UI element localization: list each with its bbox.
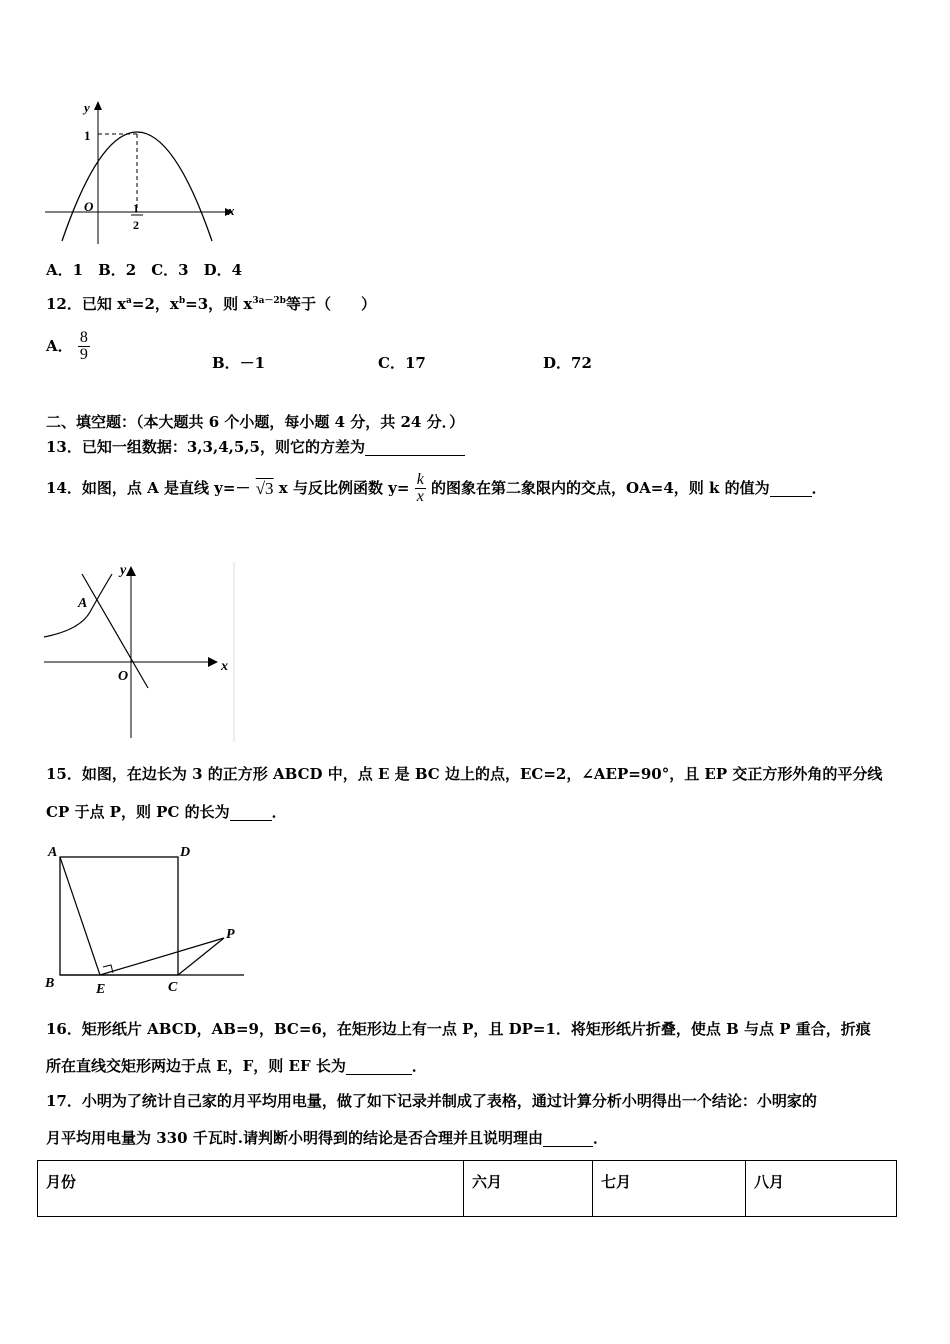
q14-fraction [415, 472, 426, 505]
q17-answer-blank[interactable] [543, 1131, 593, 1147]
q14-end: ． [811, 479, 827, 497]
q16-line1: 16．矩形纸片 ABCD，AB=9，BC=6，在矩形边上有一点 P，且 DP=1．将矩形纸片折叠，使点 B 与点 P 重合，折痕 [46, 1020, 871, 1038]
table-header-cell: 八月 [746, 1161, 897, 1217]
x-axis-label: x [228, 203, 235, 218]
segment-cp [178, 938, 224, 975]
q15-answer-blank[interactable] [230, 805, 272, 821]
q14-figure [40, 562, 240, 742]
q12-option-c: C．17 [378, 354, 426, 372]
q14-sqrt: √3 [255, 479, 274, 498]
q17-line1: 17．小明为了统计自己家的月平均用电量，做了如下记录并制成了表格，通过计算分析小明得出一个结论：小明家的 [46, 1092, 817, 1110]
q14-frac-den: x [416, 488, 424, 505]
q17-line2 [46, 1131, 608, 1147]
q12-sup-b: b [178, 296, 186, 306]
origin-label: O [84, 199, 94, 214]
label-d: D [180, 845, 191, 860]
tick-x-half-num: 1 [133, 201, 139, 215]
q13-answer-blank[interactable] [365, 440, 465, 456]
label-c: C [168, 980, 178, 995]
q12-sup-a: a [126, 296, 132, 306]
q12-frac-den: 9 [79, 346, 88, 363]
q15-line1: 15．如图，在边长为 3 的正方形 ABCD 中，点 E 是 BC 边上的点，EC=2，∠AEP=90°，且 EP 交正方形外角的平分线 [46, 765, 883, 783]
q14-part2: x 与反比例函数 y= [278, 479, 410, 497]
section2-heading: 二、填空题：（本大题共 6 个小题，每小题 4 分，共 24 分．） [46, 413, 465, 431]
y-axis-arrow [94, 101, 102, 110]
q14-part1: 14．如图，点 A 是直线 y=－ [46, 479, 251, 497]
q14-frac-num: k [416, 471, 424, 488]
y-axis-arrow [126, 566, 136, 576]
y-axis-label: y [120, 563, 127, 578]
label-p: P [226, 927, 235, 942]
line-y-neg-sqrt3x [82, 574, 148, 688]
q12-option-a-fraction [78, 330, 90, 363]
q15-line2-text: CP 于点 P，则 PC 的长为 [46, 803, 230, 821]
x-axis-arrow [208, 657, 218, 667]
q16-line2 [46, 1059, 427, 1075]
q12-sup-exp: 3a－2b [252, 296, 286, 306]
tick-y-1: 1 [84, 128, 91, 143]
q15-line2 [46, 805, 287, 821]
q12-mid1: =2，x [131, 295, 179, 313]
q12-mid2: =3，则 x [185, 295, 253, 313]
label-e: E [96, 982, 106, 997]
segment-ae [60, 857, 100, 975]
label-b: B [45, 976, 55, 991]
electricity-table [37, 1160, 897, 1217]
q12-prefix: 12．已知 x [46, 295, 127, 313]
q13-text: 13．已知一组数据：3,3,4,5,5，则它的方差为 [46, 438, 365, 456]
q12-stem [46, 297, 376, 312]
q11-options: A．1 B．2 C．3 D．4 [46, 261, 243, 279]
tick-x-half-den: 2 [133, 218, 139, 232]
q16-line2-text: 所在直线交矩形两边于点 E，F，则 EF 长为 [46, 1057, 346, 1075]
q12-suffix: 等于（ ） [285, 295, 376, 313]
q15-end: ． [271, 803, 287, 821]
q14-stem [46, 472, 827, 505]
q12-option-b: B．－1 [212, 354, 266, 372]
q14-answer-blank[interactable] [770, 481, 812, 497]
table-header-cell: 七月 [593, 1161, 746, 1217]
q13-stem [46, 440, 465, 456]
table-header-row [38, 1161, 897, 1217]
q17-line2-text: 月平均用电量为 330 千瓦时.请判断小明得到的结论是否合理并且说明理由 [46, 1129, 543, 1147]
q12-option-a-label: A． [46, 337, 73, 355]
q12-option-d: D．72 [543, 354, 592, 372]
q14-part3: 的图象在第二象限内的交点，OA=4，则 k 的值为 [431, 479, 770, 497]
table-header-cell: 六月 [464, 1161, 593, 1217]
point-a-label: A [78, 596, 88, 611]
q17-end: ． [592, 1129, 608, 1147]
q16-answer-blank[interactable] [346, 1059, 412, 1075]
label-a: A [48, 845, 58, 860]
x-axis-label: x [221, 659, 228, 674]
origin-label: O [118, 669, 129, 684]
q15-square-figure [40, 838, 250, 1000]
y-axis-label: y [84, 100, 90, 115]
q12-option-a [46, 330, 90, 363]
table-header-cell: 月份 [38, 1161, 464, 1217]
q11-parabola-figure [40, 98, 250, 248]
q16-end: ． [411, 1057, 427, 1075]
q12-frac-num: 8 [79, 329, 88, 346]
segment-ep [100, 938, 224, 975]
